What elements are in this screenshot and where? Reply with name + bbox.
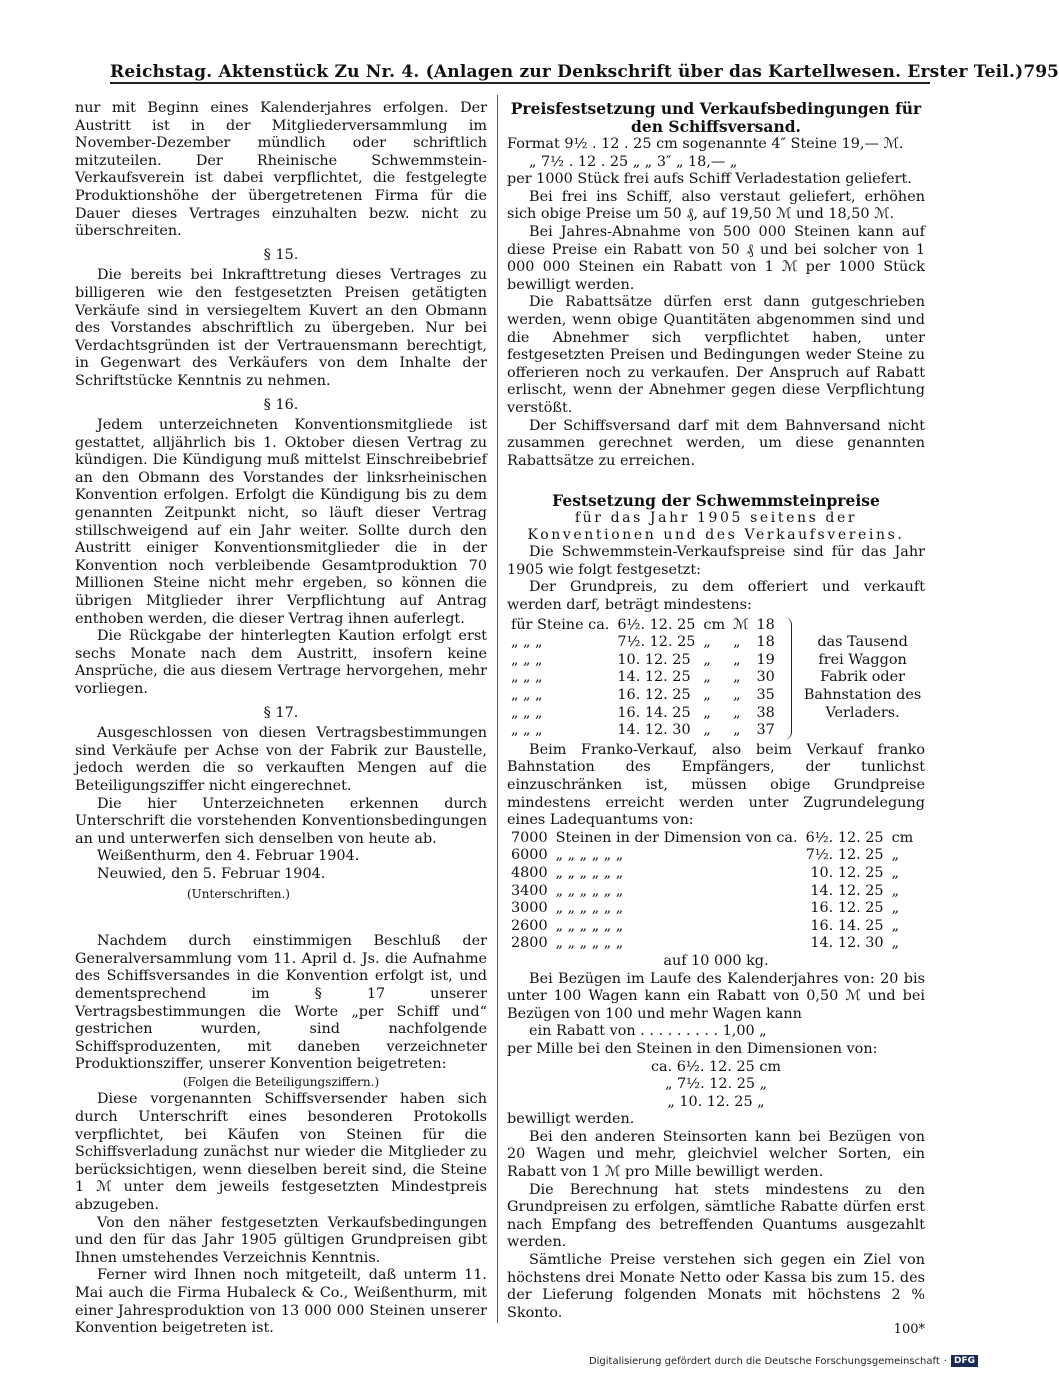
load-cell-dim: 16. 14. 25 [810,917,884,934]
paragraph: Bei Bezügen im Laufe des Kalenderjahres von: 20 bis unter 100 Wagen kann ein Rabatt von 0,50 ℳ und bei Bezügen von 100 und mehr Wagen kann [507,970,925,1022]
brace-label-line: frei Waggon [818,651,907,668]
price-cell-unit: „ [703,687,711,704]
paragraph: nur mit Beginn eines Kalenderjahres erfolgen. Der Austritt ist in der Mitgliederversammlung im November-Dezember mündlich oder schriftlich mitzuteilen. Der Rheinische Schwemmstein-Verkaufsverein ist dabei verpflichtet, die festgelegte Produktionshöhe der übergetretenen Firma für die Dauer dieses Vertrages einzuhalten bezw. nicht zu überschreiten. [75,100,487,240]
load-cell-qty: 7000 [511,829,548,846]
price-cell-dim: 6½. 12. 25 [617,616,696,633]
sheet-mark: 100* [893,1322,925,1337]
price-table [507,617,925,740]
brace-label-line: Fabrik oder [820,669,905,686]
price-cell-val: 18 [756,634,775,651]
price-cell-lead: für Steine ca. [511,616,610,633]
dimension-list [507,1059,925,1112]
price-cell-unit: „ [703,722,711,739]
paragraph: Die Berechnung hat stets mindestens zu den Grundpreisen zu erfolgen, sämtliche Rabatte dürfen erst nach Empfang des betreffenden Quantums ausgezahlt werden. [507,1181,925,1251]
load-cell-qty: 3400 [511,882,548,899]
format-line: „ 7½ . 12 . 25 „ „ 3″ „ 18,— „ [529,153,738,170]
load-cell-dim: 16. 12. 25 [810,900,884,917]
format-line: Format 9½ . 12 . 25 cm sogenannte 4″ Steine 19,— ℳ. [507,136,904,152]
section-title: Preisfestsetzung und Verkaufsbedingungen für den Schiffsversand. [510,99,922,136]
price-cell-cur: „ [733,704,741,721]
price-row [507,705,779,723]
section-heading: § 17. [263,704,299,721]
price-cell-lead: „ „ „ [511,669,543,686]
paragraph: Beim Franko-Verkauf, also beim Verkauf franko Bahnstation des Empfängers, der tunlichst einzuschränken ist, müssen obige Grundpreise mindestens erreicht werden unter Zugrundelegung eines Ladequantums von: [507,741,925,829]
price-cell-val: 19 [756,651,775,668]
price-cell-lead: „ „ „ [511,687,543,704]
paragraph: Von den näher festgesetzten Verkaufsbedingungen und den für das Jahr 1905 gültigen Grundpreisen gibt Ihnen umstehendes Verzeichnis Kenntnis. [75,1214,487,1266]
load-cell-qty: 3000 [511,900,548,917]
load-cell-qty: 2800 [511,935,548,952]
load-cell-qty: 6000 [511,847,548,864]
paragraph: Sämtliche Preise verstehen sich gegen ein Ziel von höchstens drei Monate Netto oder Kassa bis zum 15. des der Lieferung folgenden Monats mit höchstens 2 % Skonto. [507,1252,925,1321]
page-header [110,52,1059,84]
price-cell-cur: „ [733,651,741,668]
price-row [507,634,779,652]
load-cell-unit: cm [891,829,914,846]
section-title: Festsetzung der Schwemmsteinpreise [552,491,880,511]
paragraph: ein Rabatt von . . . . . . . . . 1,00 „ [529,1023,767,1040]
brace-label-line: Verladers. [825,704,900,721]
load-row [507,918,917,936]
paragraph: per Mille bei den Steinen in den Dimensionen von: [507,1040,878,1057]
load-cell-qty: 2600 [511,917,548,934]
signatures-note: (Unterschriften.) [187,886,290,901]
load-cell-dim: 7½. 12. 25 [805,847,884,864]
place-date: Weißenthurm, den 4. Februar 1904. [97,848,360,865]
price-cell-unit: „ [703,651,711,668]
paragraph: Die Rabattsätze dürfen erst dann gutgeschrieben werden, wenn obige Quantitäten abgenommen sind und die Abnehmer sich verpflichtet haben, unter festgesetzten Preisen und Bedingungen weder Steine zu offerieren noch zu verkaufen. Der Anspruch auf Rabatt erlischt, wenn der Abnehmer gegen diese Verpflichtung verstößt. [507,294,925,416]
section-subtitle: für das Jahr 1905 seitens der Konventionen und des Verkaufsvereins. [527,510,905,544]
price-cell-dim: 14. 12. 30 [617,722,691,739]
paragraph: Die hier Unterzeichneten erkennen durch Unterschrift die vorstehenden Konventionsbedingungen an und unterwerfen sich denselben von heute ab. [75,795,487,847]
place-date: Neuwied, den 5. Februar 1904. [97,865,326,882]
load-cell-qty: 4800 [511,864,548,881]
load-cell-unit: „ [891,917,900,934]
load-cell-dim: 14. 12. 25 [810,882,884,899]
load-cell-text: „ „ „ „ „ „ [555,917,624,934]
price-cell-lead: „ „ „ [511,634,543,651]
price-cell-val: 37 [756,722,775,739]
load-cell-unit: „ [891,882,900,899]
load-row [507,847,917,865]
price-cell-cur: „ [733,687,741,704]
brace-label [796,617,921,740]
paragraph: Nachdem durch einstimmigen Beschluß der Generalversammlung vom 11. April d. Js. die Aufnahme des Schiffsversandes in die Konvention erfolgt ist, und dementsprechend im § 17 unserer Vertragsbestimmungen die Worte „per Schiff und“ gestrichen wurden, sind nachfolgende Schiffsproduzenten, mit daneben verzeichneter Produktionsziffer, unserer Konvention beigetreten: [75,933,487,1073]
price-cell-val: 18 [756,616,775,633]
load-cell-unit: „ [891,847,900,864]
footnote-note: (Folgen die Beteiligungsziffern.) [182,1074,380,1089]
brace-label-line: das Tausend [817,634,908,651]
load-cell-text: Steinen in der Dimension von ca. [555,829,798,846]
load-cell-dim: 6½. 12. 25 [805,829,884,846]
load-cell-unit: „ [891,900,900,917]
section-heading: § 15. [263,246,299,263]
paragraph: Bei den anderen Steinsorten kann bei Bezügen von 20 Wagen und mehr, gleichviel welcher Sorten, ein Rabatt von 1 ℳ pro Mille bewilligt werden. [507,1128,925,1181]
right-column [507,100,925,1322]
load-cell-unit: „ [891,935,900,952]
paragraph: Die Schwemmstein-Verkaufspreise sind für das Jahr 1905 wie folgt festgesetzt: [507,544,925,578]
paragraph: Der Grundpreis, zu dem offeriert und verkauft werden darf, beträgt mindestens: [507,579,925,614]
page-number: 795 [1023,62,1059,82]
paragraph: Die Rückgabe der hinterlegten Kaution erfolgt erst sechs Monate nach dem Austritt, insofern keine Ansprüche, die aus diesem Vertrage hervorgehen, mehr vorliegen. [75,628,487,697]
load-row [507,900,917,918]
price-row [507,687,779,705]
price-cell-lead: „ „ „ [511,651,543,668]
section-heading: § 16. [263,396,299,413]
load-cell-text: „ „ „ „ „ „ [555,935,624,952]
load-table [507,830,917,953]
load-cell-dim: 10. 12. 25 [810,864,884,881]
price-cell-cur: ℳ [733,616,749,633]
price-row [507,617,779,635]
load-cell-text: „ „ „ „ „ „ [555,864,624,881]
dimension-item: „ 10. 12. 25 „ [667,1093,765,1110]
price-cell-dim: 7½. 12. 25 [617,634,696,651]
price-cell-val: 35 [756,687,775,704]
paragraph: Bei frei ins Schiff, also verstaut geliefert, erhöhen sich obige Preise um 50 ₰, auf 19,50 ℳ und 18,50 ℳ. [507,188,925,223]
running-title: Reichstag. Aktenstück Zu Nr. 4. (Anlagen zur Denkschrift über das Kartellwesen. Erster Teil.) [110,62,1024,82]
dfg-logo: DFG [951,1355,978,1367]
price-cell-unit: „ [703,634,711,651]
paragraph: Jedem unterzeichneten Konventionsmitgliede ist gestattet, alljährlich bis 1. Oktober diesen Vertrag zu kündigen. Die Kündigung muß mittelst Einschreibebrief an den Obmann des Vorstandes der linksrheinischen Konvention erfolgen. Erfolgt die Kündigung bis zu dem genannten Zeitpunkt nicht, so läuft dieser Vertrag stillschweigend auf ein Jahr weiter. Sollte durch den Austritt einiger Konventionsmitglieder die in der Konvention noch verbleibende Gesamtproduktion 70 Millionen Steine nicht mehr ergeben, so können die übrigen Mitglieder ihrer Verpflichtung auf Antrag enthoben werden, die dieser Vertrag ihnen auferlegt. [75,417,487,627]
paragraph: Diese vorgenannten Schiffsversender haben sich durch Unterschrift eines besonderen Protokolls verpflichtet, bei Käufen von Steinen für die Schiffsverladung zunächst nur wieder die Mitglieder zu berücksichtigen, wenn dieselben bereit sind, die Steine 1 ℳ unter dem jeweils festgesetzten Mindestpreis abzugeben. [75,1091,487,1214]
price-cell-dim: 16. 14. 25 [617,704,691,721]
price-cell-lead: „ „ „ [511,704,543,721]
load-row [507,865,917,883]
price-cell-unit: „ [703,669,711,686]
price-cell-cur: „ [733,669,741,686]
paragraph: Bei Jahres-Abnahme von 500 000 Steinen kann auf diese Preise ein Rabatt von 50 ₰ und bei solcher von 1 000 000 Steinen ein Rabatt von 1 ℳ per 1000 Stück bewilligt werden. [507,223,925,293]
load-cell-text: „ „ „ „ „ „ [555,900,624,917]
price-row [507,722,779,740]
price-row [507,652,779,670]
load-cell-unit: „ [891,864,900,881]
load-cell-dim: 14. 12. 30 [810,935,884,952]
dimension-item: „ 7½. 12. 25 „ [664,1076,768,1093]
price-cell-cur: „ [733,722,741,739]
price-cell-cur: „ [733,634,741,651]
paragraph: Ausgeschlossen von diesen Vertragsbestimmungen sind Verkäufe per Achse von der Fabrik zur Baustelle, jedoch werden die so verkauften Mengen auf die Beteiligungsziffer nicht eingerechnet. [75,725,487,794]
left-column [75,100,487,1338]
paragraph: Die bereits bei Inkrafttretung dieses Vertrages zu billigeren wie den festgesetzten Preisen getätigten Verkäufe sind in versiegeltem Kuvert an den Obmann des Vorstandes abschriftlich zu übergeben. Nur bei Verdachtsgründen ist der Vertrauensmann berechtigt, in Gegenwart des Verkäufers von dem Inhalte der Schriftstücke Kenntnis zu nehmen. [75,267,487,389]
paragraph: Ferner wird Ihnen noch mitgeteilt, daß unterm 11. Mai auch die Firma Hubaleck & Co., Weißenthurm, mit einer Jahresproduktion von 13 000 000 Steinen unserer Konvention beigetreten ist. [75,1267,487,1337]
load-cell-text: „ „ „ „ „ „ [555,882,624,899]
price-cell-dim: 16. 12. 25 [617,687,691,704]
footer: Digitalisierung gefördert durch die Deutsche Forschungsgemeinschaft · DFG [589,1355,978,1367]
footer-text: Digitalisierung gefördert durch die Deutsche Forschungsgemeinschaft [588,1355,940,1367]
load-row [507,830,917,848]
price-cell-val: 38 [756,704,775,721]
paragraph: Der Schiffsversand darf mit dem Bahnversand nicht zusammen gerechnet werden, um diese genannten Rabattsätze zu erreichen. [507,417,925,469]
load-cell-text: „ „ „ „ „ „ [555,847,624,864]
dimension-item: ca. 6½. 12. 25 cm [650,1058,782,1075]
load-row [507,883,917,901]
price-cell-dim: 14. 12. 25 [617,669,691,686]
price-cell-val: 30 [756,669,775,686]
price-cell-lead: „ „ „ [511,722,543,739]
price-cell-unit: cm [703,616,726,633]
brace [783,617,792,740]
paragraph: bewilligt werden. [507,1111,635,1128]
price-cell-unit: „ [703,704,711,721]
price-rows [507,617,779,740]
price-cell-dim: 10. 12. 25 [617,651,691,668]
price-row [507,669,779,687]
load-tail: auf 10 000 kg. [663,952,769,969]
format-line: per 1000 Stück frei aufs Schiff Verladestation geliefert. [507,171,912,188]
load-row [507,935,917,953]
brace-label-line: Bahnstation des [803,687,922,704]
column-divider [497,95,498,1323]
